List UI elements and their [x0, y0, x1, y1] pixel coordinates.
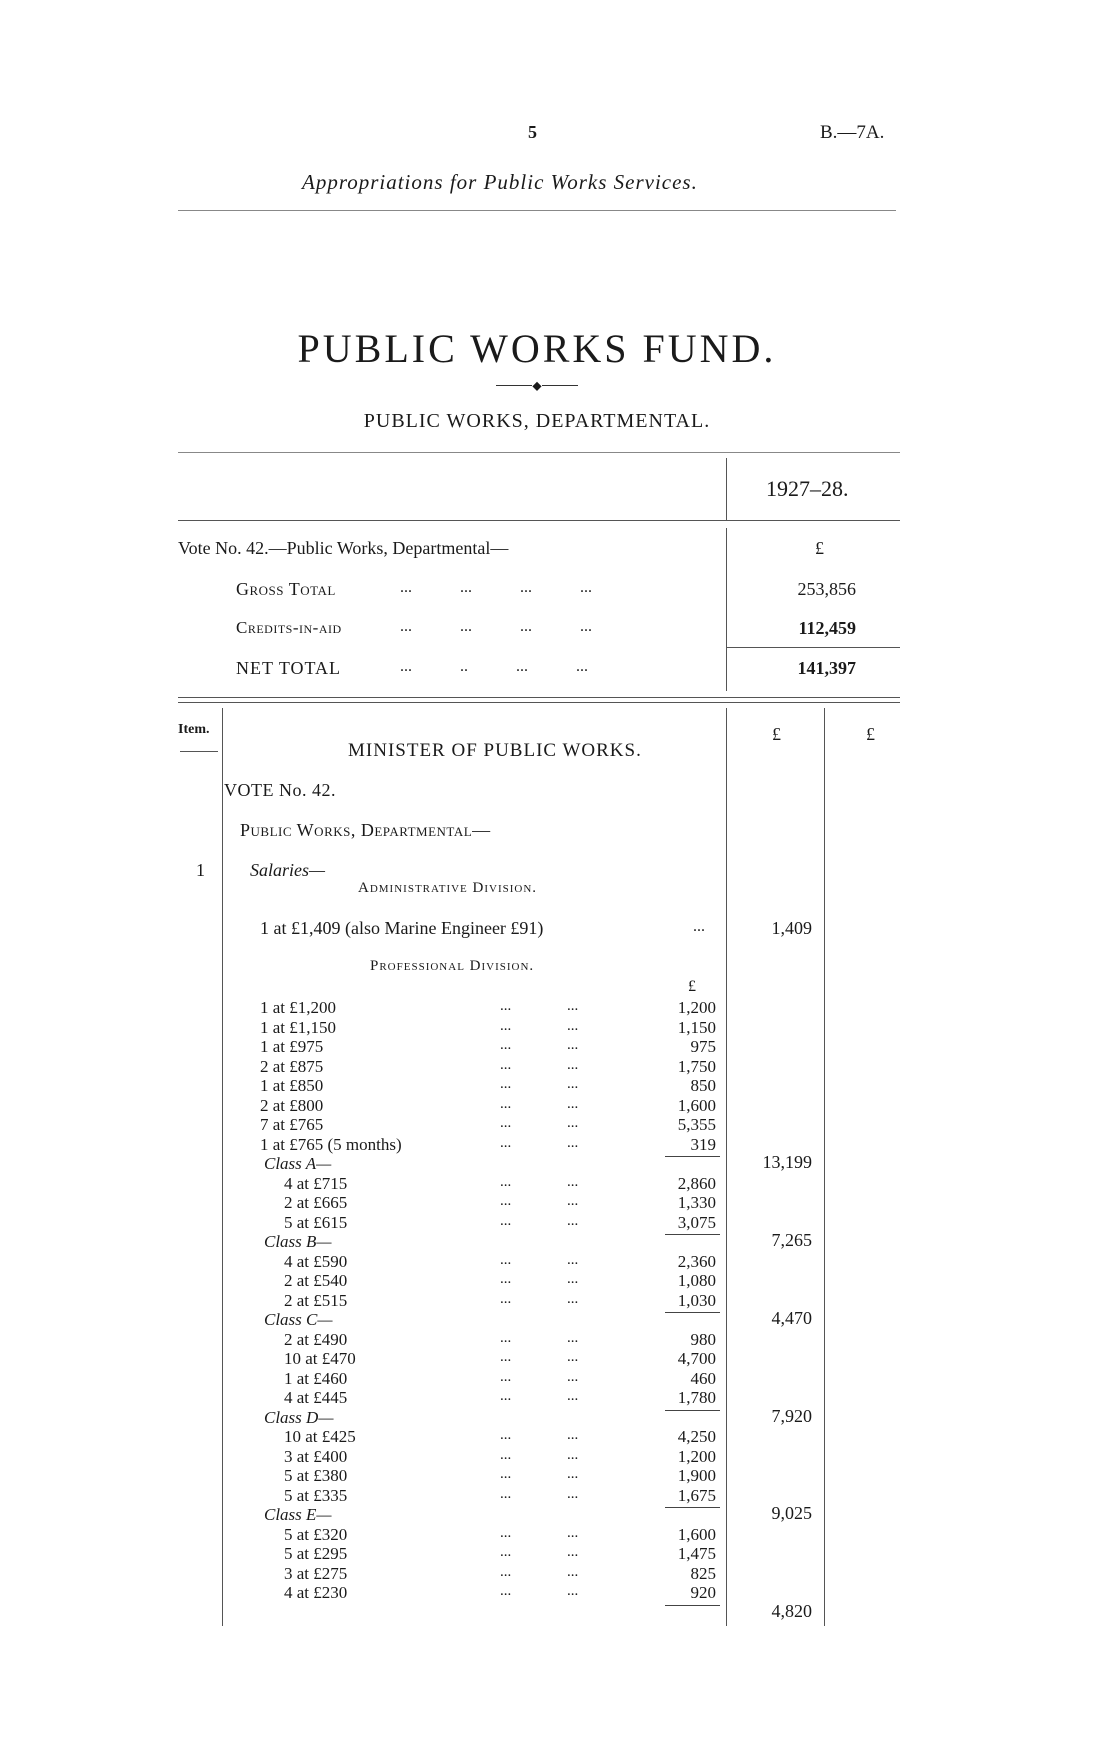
salary-row-label: 2 at £665 — [284, 1193, 348, 1212]
salary-row-dots: ... ... — [500, 1583, 579, 1599]
group-total-rule — [665, 1605, 720, 1606]
salary-row-dots: ... ... — [500, 1173, 579, 1190]
salary-row-label: 10 at £470 — [284, 1349, 356, 1368]
salary-row-dots: ... ... — [500, 1466, 579, 1482]
amount-column-divider — [726, 708, 727, 1626]
salary-row-label: 4 at £230 — [284, 1583, 348, 1602]
salary-row-label: 2 at £540 — [284, 1271, 348, 1290]
salary-row-amount: 1,780 — [677, 1388, 716, 1407]
group-total-rule — [665, 1312, 720, 1313]
group-subtotal: 9,025 — [771, 1503, 812, 1523]
salary-row-label: 4 at £590 — [284, 1251, 348, 1271]
minister-heading: MINISTER OF PUBLIC WORKS. — [348, 740, 642, 761]
group-subtotal: 4,470 — [771, 1308, 812, 1328]
salary-row-amount: 4,250 — [677, 1427, 716, 1446]
salary-row-dots: ... ... — [500, 1485, 579, 1502]
page-title: PUBLIC WORKS FUND. — [297, 326, 777, 371]
salary-row-label: 1 at £460 — [284, 1368, 348, 1388]
salary-row-amount: 1,900 — [677, 1466, 716, 1485]
salary-row-label: 4 at £445 — [284, 1388, 348, 1407]
salary-row-amount: 920 — [690, 1583, 716, 1602]
page-number: 5 — [528, 122, 537, 142]
header-rule — [178, 210, 896, 211]
salary-row-label: 3 at £400 — [284, 1446, 348, 1466]
salary-row-label: 5 at £615 — [284, 1212, 348, 1232]
salary-row-label: 5 at £295 — [284, 1544, 348, 1563]
salary-row-label: 1 at £1,150 — [260, 1017, 337, 1037]
salary-row-dots: ... ... — [500, 1134, 579, 1151]
salary-row-label: 3 at £275 — [284, 1563, 348, 1583]
gross-total-amount: 253,856 — [797, 579, 856, 599]
salary-row-label: 2 at £515 — [284, 1290, 348, 1310]
page-subtitle: Appropriations for Public Works Services. — [302, 170, 698, 194]
salary-row-dots: ... ... — [500, 998, 579, 1014]
salary-row-dots: ... ... — [500, 1368, 579, 1385]
salary-row-amount: 1,030 — [677, 1290, 716, 1310]
summary-currency: £ — [815, 538, 824, 558]
salary-row-dots: ... ... — [500, 1115, 579, 1131]
class-heading: Class B— — [264, 1232, 332, 1251]
salary-row-dots: ... ... — [500, 1076, 579, 1092]
item-column-divider — [222, 708, 223, 1626]
salary-row-amount: 975 — [690, 1037, 716, 1056]
title-ornament: ◆ — [178, 378, 896, 391]
salary-row-dots: ... ... — [500, 1524, 579, 1541]
salary-row-label: 5 at £320 — [284, 1524, 348, 1544]
item-heading-rule — [180, 751, 218, 752]
salary-row-amount: 1,200 — [677, 998, 716, 1017]
salary-row-amount: 2,860 — [677, 1173, 716, 1193]
salary-row-label: 1 at £975 — [260, 1037, 324, 1056]
credits-rule — [726, 647, 900, 648]
salary-row-dots: ... ... — [500, 1017, 579, 1034]
class-heading: Class A— — [264, 1154, 332, 1173]
total-currency: £ — [866, 724, 875, 744]
admin-line-amount: 1,409 — [771, 918, 812, 938]
professional-division-heading: Professional Division. — [370, 958, 535, 974]
group-subtotal: 7,920 — [771, 1405, 812, 1426]
section-subheading: PUBLIC WORKS, DEPARTMENTAL. — [363, 410, 711, 432]
summary-top-rule — [178, 452, 900, 453]
salary-row-amount: 1,675 — [677, 1485, 716, 1505]
salary-row-dots: ... ... — [500, 1056, 579, 1073]
admin-line-label: 1 at £1,409 (also Marine Engineer £91) — [260, 918, 544, 938]
salary-row-amount: 825 — [690, 1563, 716, 1583]
salary-row-amount: 1,600 — [677, 1524, 716, 1544]
group-subtotal: 13,199 — [762, 1152, 812, 1172]
salary-row-dots: ... ... — [500, 1095, 579, 1112]
salary-row-amount: 460 — [690, 1368, 716, 1388]
gross-total-dots: ... ... ... ... — [400, 579, 592, 596]
class-heading: Class E— — [264, 1505, 332, 1524]
salary-row-amount: 1,200 — [677, 1446, 716, 1466]
item-heading: Item. — [178, 722, 210, 737]
class-heading: Class D— — [264, 1407, 334, 1427]
salary-row-dots: ... ... — [500, 1446, 579, 1463]
vote-label: Vote No. 42.—Public Works, Departmental— — [178, 538, 509, 558]
salary-row-amount: 4,700 — [677, 1349, 716, 1368]
salary-row-dots: ... ... — [500, 1349, 579, 1365]
summary-bottom-rule-2 — [178, 702, 900, 703]
item-number: 1 — [196, 860, 205, 880]
salary-row-label: 1 at £765 (5 months) — [260, 1134, 402, 1154]
department-heading: Public Works, Departmental— — [240, 820, 491, 840]
summary-divider — [726, 458, 727, 520]
salary-row-amount: 1,600 — [677, 1095, 716, 1115]
salary-row-label: 5 at £380 — [284, 1466, 348, 1485]
admin-line-dots: ... — [693, 918, 705, 935]
group-total-rule — [665, 1410, 720, 1411]
vote-heading: VOTE No. 42. — [224, 780, 336, 800]
salary-row-dots: ... ... — [500, 1271, 579, 1287]
class-heading: Class C— — [264, 1310, 333, 1329]
salary-row-dots: ... ... — [500, 1290, 579, 1307]
net-total-dots: ... .. ... ... — [400, 658, 588, 675]
salary-row-dots: ... ... — [500, 1563, 579, 1580]
total-column-divider — [824, 708, 825, 1626]
salary-row-label: 7 at £765 — [260, 1115, 324, 1134]
salary-row-amount: 5,355 — [677, 1115, 716, 1134]
salary-row-amount: 850 — [690, 1076, 716, 1095]
salary-row-dots: ... ... — [500, 1212, 579, 1229]
group-total-rule — [665, 1507, 720, 1508]
salary-row-amount: 319 — [690, 1134, 716, 1154]
salary-row-amount: 1,080 — [677, 1271, 716, 1290]
summary-body-divider — [726, 528, 727, 691]
salary-row-label: 5 at £335 — [284, 1485, 348, 1505]
salary-row-label: 1 at £1,200 — [260, 998, 337, 1017]
salary-row-label: 2 at £800 — [260, 1095, 324, 1115]
salary-row-amount: 3,075 — [677, 1212, 716, 1232]
salary-row-label: 1 at £850 — [260, 1076, 324, 1095]
salary-row-amount: 1,750 — [677, 1056, 716, 1076]
salary-row-dots: ... ... — [500, 1544, 579, 1560]
credits-in-aid-dots: ... ... ... ... — [400, 618, 592, 635]
document-reference: B.—7A. — [820, 122, 885, 143]
salary-row-label: 10 at £425 — [284, 1427, 356, 1446]
salaries-heading: Salaries— — [250, 860, 326, 880]
inner-currency: £ — [688, 978, 696, 995]
credits-in-aid-amount: 112,459 — [798, 618, 856, 638]
salary-row-amount: 1,330 — [677, 1193, 716, 1212]
net-total-amount: 141,397 — [797, 658, 856, 678]
salary-row-label: 2 at £875 — [260, 1056, 324, 1076]
administrative-division-heading: Administrative Division. — [358, 880, 538, 896]
salary-row-amount: 1,475 — [677, 1544, 716, 1563]
credits-in-aid-label: Credits-in-aid — [236, 618, 342, 637]
group-total-rule — [665, 1234, 720, 1235]
group-total-rule — [665, 1156, 720, 1157]
gross-total-label: Gross Total — [236, 579, 336, 599]
salary-row-label: 4 at £715 — [284, 1173, 348, 1193]
amount-currency: £ — [772, 724, 781, 744]
salary-row-dots: ... ... — [500, 1427, 579, 1443]
salary-row-label: 2 at £490 — [284, 1329, 348, 1349]
summary-bottom-rule — [178, 697, 900, 698]
group-subtotal: 7,265 — [771, 1230, 812, 1250]
salary-row-dots: ... ... — [500, 1251, 579, 1268]
summary-year-heading: 1927–28. — [766, 476, 849, 501]
salary-row-dots: ... ... — [500, 1037, 579, 1053]
salary-row-amount: 1,150 — [677, 1017, 716, 1037]
salary-row-dots: ... ... — [500, 1329, 579, 1346]
group-subtotal: 4,820 — [771, 1600, 812, 1621]
salary-row-dots: ... ... — [500, 1193, 579, 1209]
salary-row-amount: 980 — [690, 1329, 716, 1349]
salary-row-dots: ... ... — [500, 1388, 579, 1404]
salary-row-amount: 2,360 — [677, 1251, 716, 1271]
net-total-label: NET TOTAL — [236, 658, 342, 678]
summary-header-rule — [178, 520, 900, 521]
